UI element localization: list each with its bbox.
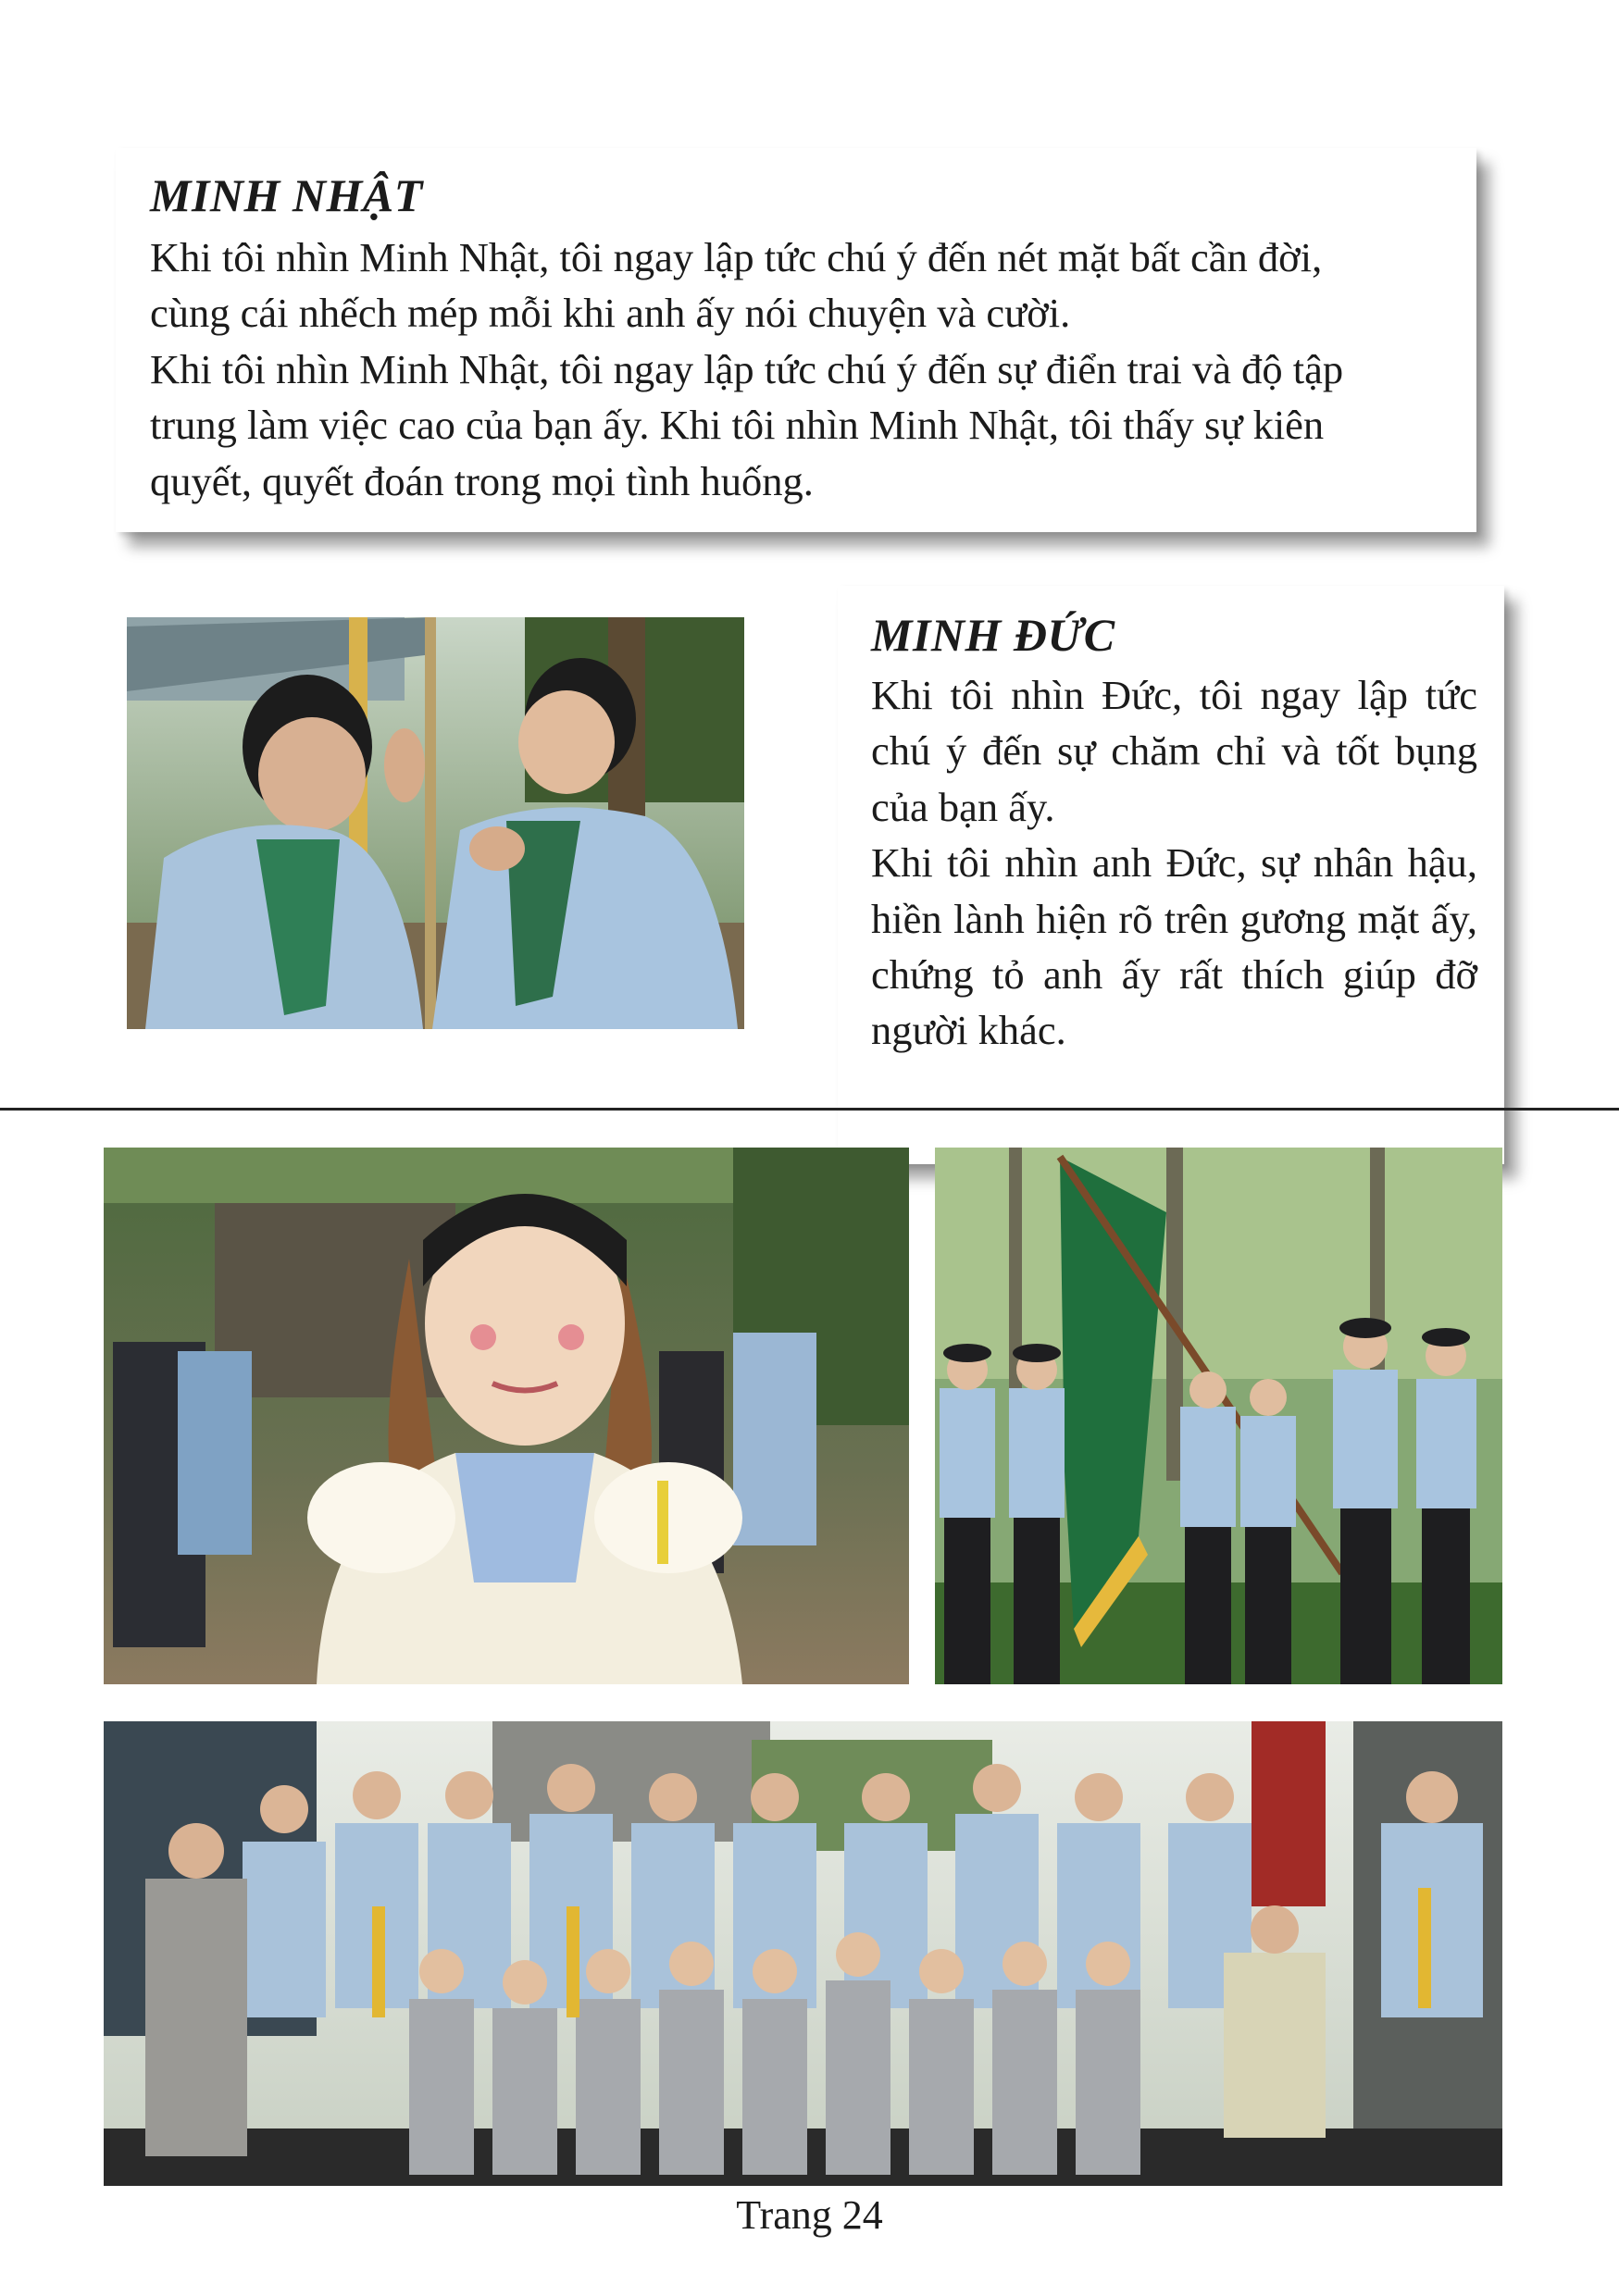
minh-duc-text — [871, 667, 1477, 1059]
section-divider — [0, 1108, 1619, 1111]
minh-nhat-text — [150, 230, 1474, 509]
minh-nhat-card — [116, 148, 1476, 532]
minh-nhat-heading: MINH NHẬT — [150, 169, 423, 221]
minh-duc-paragraph-2: Khi tôi nhìn anh Đức, sự nhân hậu, hiền lành hiện rõ trên gương mặt ấy, chứng tỏ anh ấy rất thích giúp đỡ người khác. — [871, 839, 1477, 1054]
masked-doll-costume-photo — [104, 1148, 909, 1684]
page-number: Trang 24 — [736, 2192, 883, 2238]
minh-duc-heading: MINH ĐỨC — [871, 609, 1115, 661]
minh-duc-card — [838, 586, 1504, 1164]
flag-bearers-photo — [935, 1148, 1502, 1684]
minh-nhat-paragraph-1: Khi tôi nhìn Minh Nhật, tôi ngay lập tức chú ý đến nét mặt bất cần đời, cùng cái nhếch mép mỗi khi anh ấy nói chuyện và cười. — [150, 234, 1323, 337]
minh-nhat-paragraph-2: Khi tôi nhìn Minh Nhật, tôi ngay lập tức chú ý đến sự điển trai và độ tập trung làm việc cao của bạn ấy. Khi tôi nhìn Minh Nhật, tôi thấy sự kiên quyết, quyết đoán trong mọi tình huống. — [150, 345, 1344, 504]
scouts-raising-pole-photo — [127, 617, 744, 1029]
group-photo-with-children — [104, 1721, 1502, 2186]
minh-duc-paragraph-1: Khi tôi nhìn Đức, tôi ngay lập tức chú ý đến sự chăm chỉ và tốt bụng của bạn ấy. — [871, 672, 1477, 830]
